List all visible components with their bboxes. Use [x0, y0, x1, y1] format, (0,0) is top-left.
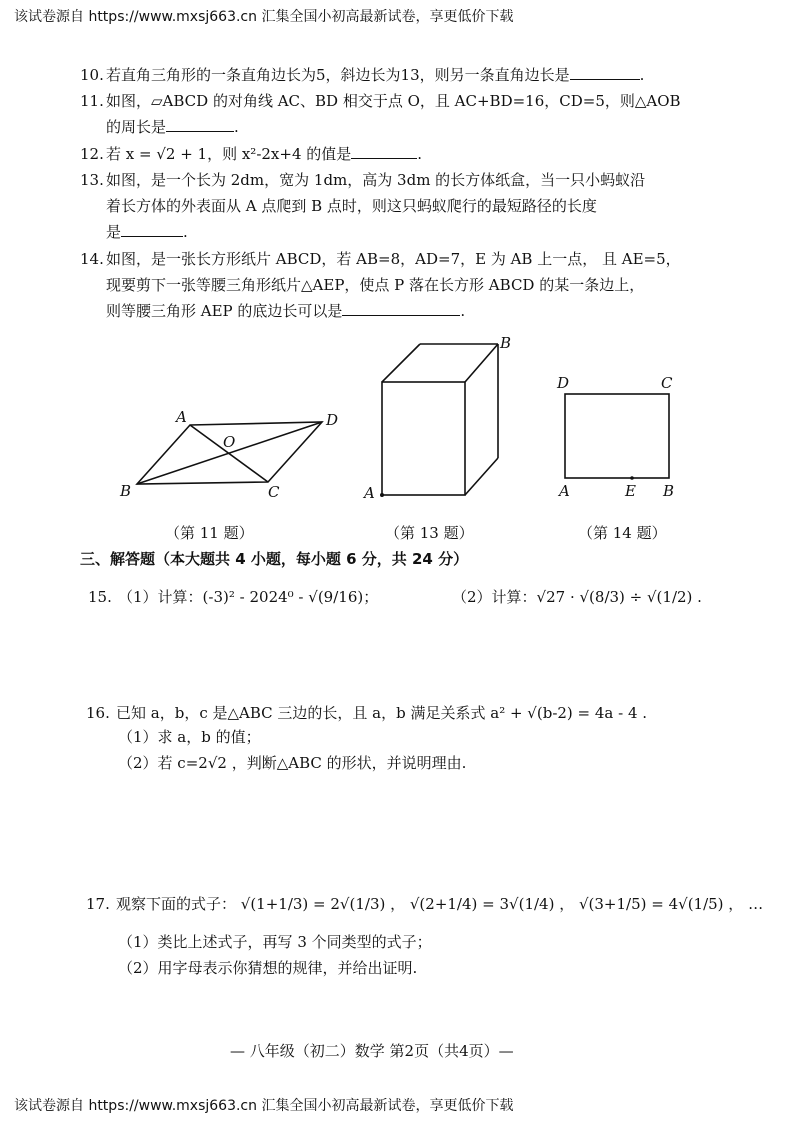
- answer-blank: [166, 115, 234, 132]
- expression-1: (-3)² - 2024⁰ - √(9/16)；: [202, 588, 379, 606]
- part-1-label: （1）计算：: [118, 588, 203, 606]
- page-footer: — 八年级（初二）数学 第2页（共4页）—: [230, 1042, 514, 1060]
- question-text: 如图，是一张长方形纸片 ABCD，若 AB=8，AD=7，E 为 AB 上一点， 且 AE=5，: [106, 250, 681, 268]
- point-e: [630, 476, 634, 480]
- question-16: [86, 700, 647, 726]
- answer-blank: [570, 63, 640, 80]
- question-text: 若直角三角形的一条直角边长为5，斜边长为13，则另一条直角边长是: [106, 66, 570, 84]
- question-16-part1: （1）求 a，b 的值；: [118, 728, 261, 746]
- figure-11-parallelogram: [110, 400, 350, 510]
- question-14-line2: 现要剪下一张等腰三角形纸片△AEP，使点 P 落在长方形 ABCD 的某一条边上，: [106, 276, 645, 294]
- question-text: 已知 a，b，c 是△ABC 三边的长，且 a，b 满足关系式 a² + √(b-2) = 4a - 4 .: [116, 704, 648, 722]
- question-17-part1: （1）类比上述式子，再写 3 个同类型的式子；: [118, 933, 432, 951]
- label-b: B: [500, 334, 512, 352]
- question-16-part2: （2）若 c=2√2 ，判断△ABC 的形状，并说明理由.: [118, 754, 467, 772]
- question-14: [80, 246, 681, 272]
- question-13: [80, 167, 645, 193]
- part-2-label: （2）计算：: [452, 588, 537, 606]
- figure-14-caption: （第 14 题）: [578, 524, 667, 542]
- answer-blank: [342, 299, 460, 316]
- figure-11-caption: （第 11 题）: [165, 524, 254, 542]
- question-15-part2: [452, 584, 702, 610]
- label-o: O: [223, 433, 236, 451]
- question-15: [88, 584, 378, 610]
- question-13-line2: 着长方体的外表面从 A 点爬到 B 点时，则这只蚂蚁爬行的最短路径的长度: [106, 197, 597, 215]
- figure-13-cuboid: [360, 330, 520, 505]
- label-b: B: [120, 482, 132, 500]
- question-number: 17.: [86, 895, 110, 913]
- question-13-line3: 是 .: [106, 219, 188, 245]
- question-text: 如图，是一个长为 2dm，宽为 1dm，高为 3dm 的长方体纸盒，当一只小蚂蚁沿: [106, 171, 646, 189]
- label-a: A: [559, 482, 570, 500]
- figure-13-caption: （第 13 题）: [385, 524, 474, 542]
- label-e: E: [625, 482, 636, 500]
- label-a: A: [176, 408, 187, 426]
- question-number: 11.: [80, 92, 104, 110]
- label-a: A: [364, 484, 375, 502]
- source-line-bottom: 该试卷源自 https://www.mxsj663.cn 汇集全国小初高最新试卷，享更低价下载: [14, 1098, 514, 1114]
- section-3-heading: 三、解答题（本大题共 4 小题，每小题 6 分，共 24 分）: [80, 550, 469, 568]
- answer-blank: [121, 220, 183, 237]
- question-text: 若 x = √2 + 1，则 x²-2x+4 的值是: [106, 145, 352, 163]
- question-17: [86, 891, 763, 917]
- label-d: D: [557, 374, 570, 392]
- question-14-line3: 则等腰三角形 AEP 的底边长可以是 .: [106, 298, 465, 324]
- label-c: C: [661, 374, 673, 392]
- question-number: 16.: [86, 704, 110, 722]
- expression-2: √27 · √(8/3) ÷ √(1/2) .: [536, 588, 702, 606]
- question-number: 13.: [80, 171, 104, 189]
- question-text: 观察下面的式子： √(1+1/3) = 2√(1/3) ， √(2+1/4) = 3√(1/4) ， √(3+1/5) = 4√(1/5) ， …: [116, 895, 764, 913]
- question-10: 10. 若直角三角形的一条直角边长为5，斜边长为13，则另一条直角边长是 .: [80, 62, 644, 88]
- figure-14-rectangle: [548, 370, 688, 505]
- question-11-line2: 的周长是 .: [106, 114, 239, 140]
- answer-blank: [351, 142, 417, 159]
- question-17-part2: （2）用字母表示你猜想的规律，并给出证明.: [118, 959, 418, 977]
- label-d: D: [326, 411, 339, 429]
- label-b: B: [663, 482, 675, 500]
- point-a: [380, 493, 384, 497]
- question-number: 12.: [80, 145, 104, 163]
- front-face: [382, 382, 465, 495]
- question-number: 15.: [88, 588, 112, 606]
- question-number: 10.: [80, 66, 104, 84]
- source-line-top: 该试卷源自 https://www.mxsj663.cn 汇集全国小初高最新试卷，享更低价下载: [14, 9, 514, 25]
- rectangle-abcd: [565, 394, 669, 478]
- question-12: 12. 若 x = √2 + 1，则 x²-2x+4 的值是 .: [80, 141, 422, 167]
- label-c: C: [268, 483, 280, 501]
- question-text: 如图，▱ABCD 的对角线 AC、BD 相交于点 O，且 AC+BD=16，CD=5，则△AOB: [106, 92, 681, 110]
- question-number: 14.: [80, 250, 104, 268]
- question-11: [80, 88, 681, 114]
